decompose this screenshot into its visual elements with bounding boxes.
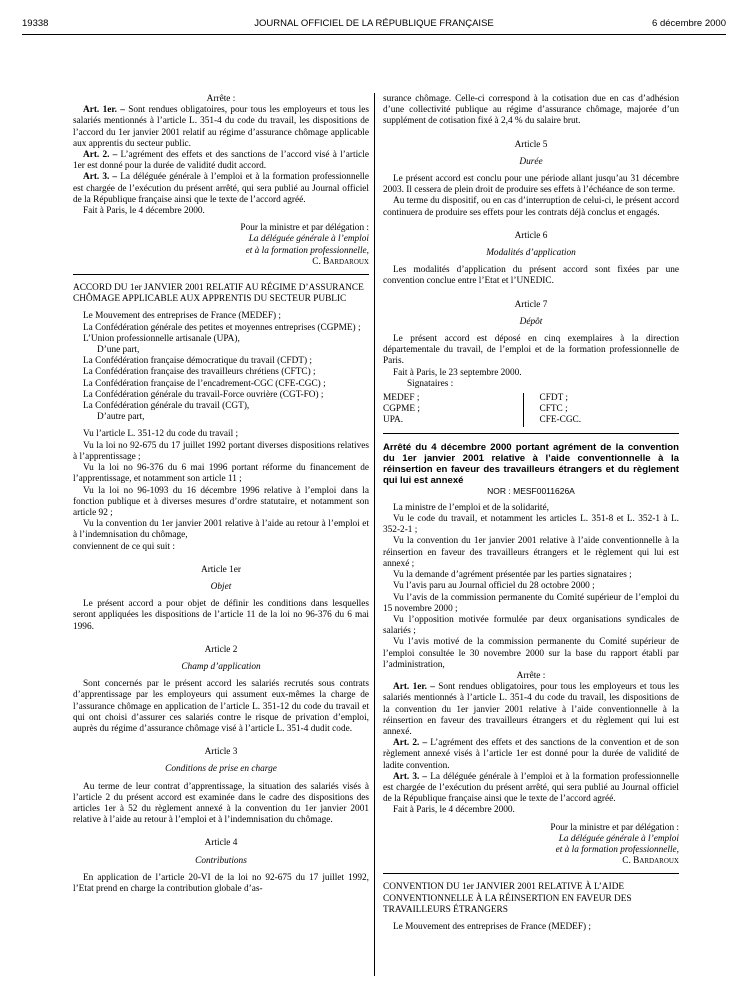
article-text: surance chômage. Celle-ci correspond à la cotisation due en cas d’adhésion d’une collectivité publique au régime d’assurance chômage, majorée d’un supplément de cotisation fixé à 2,4 % du salaire brut. <box>383 94 679 127</box>
article-heading: Article 4 <box>204 838 238 849</box>
signataires-label: Signataires : <box>407 378 454 389</box>
article-text: Au terme du dispositif, ou en cas d’interruption de celui-ci, le présent accord continuera de produire ses effets pour les contrats déjà conclus et engagés. <box>383 196 679 218</box>
signatory-name: C. Bardaroux <box>622 856 679 867</box>
vu-item: Vu la loi no 96-376 du 6 mai 1996 portant réforme du financement de l’apprentissage, et notamment son article 11 ; <box>73 463 369 485</box>
article-text: Le présent accord est conclu pour une période allant jusqu’au 31 décembre 2003. Il cessera de plein droit de produire ses effets à l’échéance de son terme. <box>383 174 679 196</box>
journal-title: JOURNAL OFFICIEL DE LA RÉPUBLIQUE FRANÇAISE <box>254 18 494 29</box>
party-item: L’Union professionnelle artisanale (UPA), <box>83 333 240 344</box>
article-2-paragraph: Art. 2. – L’agrément des effets et des sanctions de l’accord visé à l’article 1er est donné pour la durée de validité dudit accord. <box>73 150 369 172</box>
article-title: Objet <box>210 581 232 592</box>
article-title: Modalités d’application <box>486 248 576 259</box>
signatories-unions <box>523 393 680 427</box>
issue-date: 6 décembre 2000 <box>652 18 726 29</box>
fait-a-paris: Fait à Paris, le 23 septembre 2000. <box>393 367 522 378</box>
vu-item: Vu la loi no 96-1093 du 16 décembre 1996 relative à l’emploi dans la fonction publique et à diverses mesures d’ordre statutaire, et notamment son article 92 ; <box>73 485 369 518</box>
separator <box>383 433 679 434</box>
page-number: 19338 <box>22 18 49 29</box>
convention-title: CONVENTION DU 1er JANVIER 2001 RELATIVE À L’AIDE CONVENTIONNELLE À LA RÉINSERTION EN FAVEUR DES TRAVAILLEURS ÉTRANGERS <box>383 882 632 915</box>
vu-item: Vu l’avis de la commission permanente du Comité supérieur de l’emploi du 15 novembre 2000 ; <box>383 592 679 614</box>
arrete-label: Arrête : <box>516 670 546 681</box>
signature-line: La déléguée générale à l’emploi <box>558 833 679 844</box>
signatories-employers <box>383 393 523 427</box>
article-heading: Article 5 <box>514 139 548 150</box>
vu-item: Vu la demande d’agrément présentée par les parties signataires ; <box>393 570 632 581</box>
vu-item: Vu l’article L. 351-12 du code du travail ; <box>83 429 239 440</box>
article-3-paragraph: Art. 3. – La déléguée générale à l’emploi et à la formation professionnelle est chargée de l’exécution du présent arrêté, qui sera publié au Journal officiel de la République française ainsi que le texte de l’accord agréé. <box>383 771 680 805</box>
separator <box>383 873 679 874</box>
article-heading: Article 2 <box>204 644 238 655</box>
article-text: Le présent accord a pour objet de définir les conditions dans lesquelles seront appliquées les dispositions de l’article 11 de la loi no 96-376 du 6 mai 1996. <box>73 599 369 632</box>
signatory: MEDEF ; <box>383 393 420 404</box>
article-title: Dépôt <box>519 316 543 327</box>
signatory: CGPME ; <box>383 404 420 415</box>
party-item: La Confédération française de l’encadrement-CGC (CFE-CGC) ; <box>83 378 326 389</box>
party-item: La Confédération française des travailleurs chrétiens (CFTC) ; <box>83 367 316 378</box>
nor-reference: NOR : MESF0011626A <box>487 485 575 496</box>
signature-line: et à la formation professionnelle, <box>245 245 369 256</box>
signature-line: La déléguée générale à l’emploi <box>248 234 369 245</box>
signatory: CFDT ; <box>539 393 569 404</box>
vu-item: Vu l’avis paru au Journal officiel du 28 octobre 2000 ; <box>393 581 595 592</box>
signature-line: Pour la ministre et par délégation : <box>240 223 369 234</box>
left-column <box>73 94 369 895</box>
vu-item: Vu l’opposition motivée formulée par deux organisations syndicales de salariés ; <box>383 614 679 637</box>
signatory: CFTC ; <box>539 404 568 415</box>
article-1-paragraph: Art. 1er. – Sont rendues obligatoires, pour tous les employeurs et tous les salariés mentionnés à l’article L. 351-4 du code du travail, les dispositions de la convention du 1er janvier 2001 relative à l’aide conventionnelle à la réinsertion en faveur des travailleurs étrangers et du règlement qui lui est annexé. <box>383 682 679 737</box>
article-text: Sont concernés par le présent accord les salariés recrutés sous contrats d’apprentissage par les employeurs qui assument eux-mêmes la charge de l’assurance chômage en application de l’article L. 351-12 du code du travail et qui ont choisi d’assurer ces salariés contre le risque de privation d’emploi, auprès du régime d’assurance chômage visé à l’article L. 351-4 dudit code. <box>73 679 369 734</box>
article-text: Le présent accord est déposé en cinq exemplaires à la direction départementale du travail, de l’emploi et de la formation professionnelle de Paris. <box>383 334 679 367</box>
party-item: La Confédération générale du travail-Force ouvrière (CGT-FO) ; <box>83 389 324 400</box>
party-item: La Confédération générale du travail (CGT), <box>83 401 250 412</box>
party-item: Le Mouvement des entreprises de France (MEDEF) ; <box>83 311 282 322</box>
arrete-title: Arrêté du 4 décembre 2000 portant agrément de la convention du 1er janvier 2001 relative à l’aide conventionnelle à la réinsertion en faveur des travailleurs étrangers et du règlement qui lui est annexé <box>383 441 679 486</box>
page-header <box>22 18 726 35</box>
ministre: La ministre de l’emploi et de la solidarité, <box>393 502 549 513</box>
fait-a-paris: Fait à Paris, le 4 décembre 2000. <box>83 206 205 217</box>
article-3-paragraph: Art. 3. – La déléguée générale à l’emploi et à la formation professionnelle est chargée de l’exécution du présent arrêté, qui sera publié au Journal officiel de la République française ainsi que le texte de l’accord agréé. <box>73 172 370 205</box>
fait-a-paris: Fait à Paris, le 4 décembre 2000. <box>393 805 515 816</box>
dune-part: D’une part, <box>97 345 140 356</box>
signatory-name: C. Bardaroux <box>312 256 369 267</box>
article-heading: Article 1er <box>200 564 241 575</box>
vu-item: Vu la convention du 1er janvier 2001 relative à l’aide conventionnelle à la réinsertion en faveur des travailleurs étrangers et le règlement qui lui est annexé ; <box>383 536 679 569</box>
article-heading: Article 6 <box>514 230 548 241</box>
article-1-paragraph: Art. 1er. – Sont rendues obligatoires, pour tous les employeurs et tous les salariés mentionnés à l’article L. 351-4 du code du travail, les dispositions de l’accord du 1er janvier 2001 relatif au régime d’assurance chômage applicable aux apprentis du secteur public. <box>73 105 369 149</box>
dautre-part: D’autre part, <box>97 412 145 423</box>
vu-item: Vu la convention du 1er janvier 2001 relative à l’aide au retour à l’emploi et à l’indemnisation du chômage, <box>73 519 369 541</box>
article-heading: Article 7 <box>514 299 548 310</box>
arrete-label: Arrête : <box>206 94 236 104</box>
article-text: Les modalités d’application du présent accord sont fixées par une convention conclue entre l’Etat et l’UNEDIC. <box>383 265 679 287</box>
column-divider <box>374 93 375 976</box>
signature-line: et à la formation professionnelle, <box>555 844 679 855</box>
article-title: Champ d’application <box>181 661 261 672</box>
signatories-table <box>383 393 679 427</box>
party-item: La Confédération générale des petites et moyennes entreprises (CGPME) ; <box>83 322 361 333</box>
accord-title: ACCORD DU 1er JANVIER 2001 RELATIF AU RÉGIME D’ASSURANCE CHÔMAGE APPLICABLE AUX APPRENTIS DU SECTEUR PUBLIC <box>73 283 364 305</box>
party-item: La Confédération française démocratique du travail (CFDT) ; <box>83 356 312 367</box>
vu-item: Vu l’avis motivé de la commission permanente du Comité supérieur de l’emploi consultée le 30 novembre 2000 sur la base du rapport établi par l’administration, <box>383 637 679 670</box>
separator <box>73 274 369 275</box>
article-text: Au terme de leur contrat d’apprentissage, la situation des salariés visés à l’article 2 du présent accord est examinée dans le cadre des dispositions des articles 1er à 52 du règlement annexé à la convention du 1er janvier 2001 relative à l’aide au retour à l’emploi et à l’indemnisation du chômage. <box>73 781 369 826</box>
article-title: Conditions de prise en charge <box>165 764 277 775</box>
conviennent: conviennent de ce qui suit : <box>73 541 175 552</box>
vu-item: Vu la loi no 92-675 du 17 juillet 1992 portant diverses dispositions relatives à l’apprentissage ; <box>73 440 369 462</box>
article-text: En application de l’article 20-VI de la loi no 92-675 du 17 juillet 1992, l’Etat prend en charge la contribution globale d’as- <box>73 872 369 894</box>
vu-item: Vu le code du travail, et notamment les articles L. 351-8 et L. 352-1 à L. 352-2-1 ; <box>383 514 679 536</box>
signature-line: Pour la ministre et par délégation : <box>550 822 679 833</box>
article-title: Contributions <box>195 855 247 866</box>
right-column <box>383 94 679 933</box>
article-2-paragraph: Art. 2. – L’agrément des effets et des sanctions de la convention et de son règlement annexé visés à l’article 1er est donné pour la durée de validité de ladite convention. <box>383 738 680 771</box>
party-item: Le Mouvement des entreprises de France (MEDEF) ; <box>393 921 592 932</box>
article-title: Durée <box>519 156 543 167</box>
signatory: UPA. <box>383 415 404 426</box>
signatory: CFE-CGC. <box>539 415 582 426</box>
article-heading: Article 3 <box>204 747 238 758</box>
